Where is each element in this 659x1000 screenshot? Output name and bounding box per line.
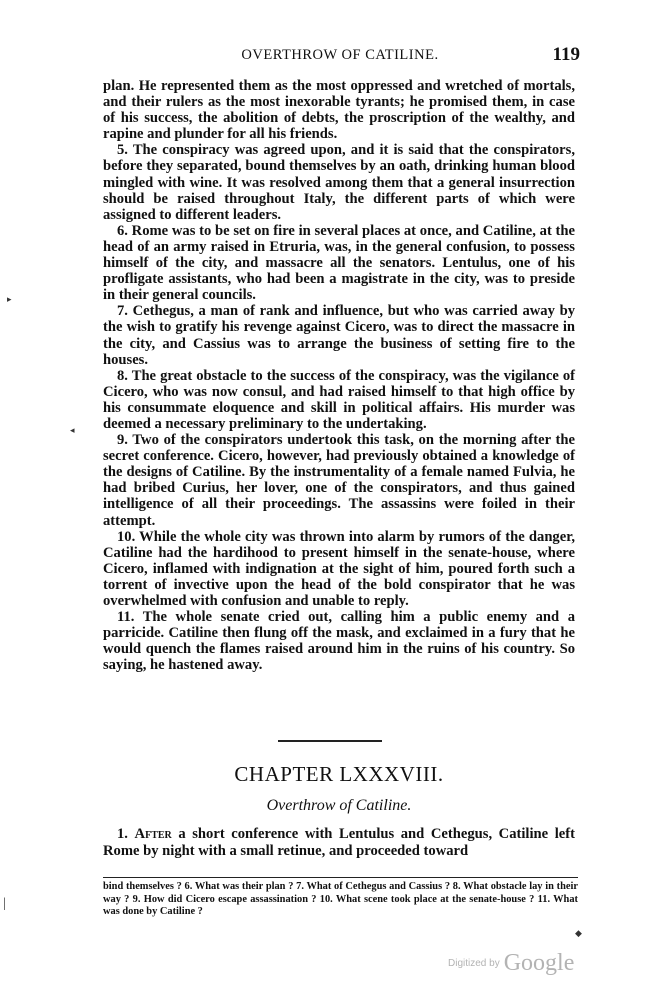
paragraph: 9. Two of the conspirators undertook this task, on the morning after the secret conference. Cicero, however, had previously obtained a knowledge of the designs of Catiline. By the instrumentality of a female named Fulvia, he had bribed Curius, her lover, one of the conspirators, and thus gained intelligence of all their proceedings. The assassins were foiled in their attempt.	[103, 432, 575, 529]
paragraph: plan. He represented them as the most oppressed and wretched of mortals, and their rulers as the most inexorable tyrants; he promised them, in case of his success, the abolition of debts, the proscription of the wealthy, and rapine and plunder for all his friends.	[103, 78, 575, 143]
section-divider	[278, 740, 382, 742]
chapter-subtitle: Overthrow of Catiline.	[266, 797, 412, 814]
watermark-prefix: Digitized by	[448, 958, 500, 969]
paragraph: 5. The conspiracy was agreed upon, and it is said that the conspirators, before they separated, bound themselves by an oath, drinking human blood mingled with wine. It was resolved among them that a general insurrection should be raised throughout Italy, the different parts of which were assigned to different leaders.	[103, 142, 575, 223]
paragraph-text: a short conference with Lentulus and Cethegus, Catiline left Rome by night with a small retinue, and proceeded toward	[103, 826, 575, 859]
google-logo: Google	[503, 950, 575, 976]
paragraph: 10. While the whole city was thrown into alarm by rumors of the danger, Catiline had the hardihood to present himself in the senate-house, where Cicero, inflamed with indignation at the sight of him, poured forth such a torrent of invective upon the head of the bold conspirator that he was overwhelmed with confusion and unable to reply.	[103, 528, 575, 609]
scan-mark: ◂	[70, 425, 75, 435]
paragraph: 8. The great obstacle to the success of the conspiracy, was the vigilance of Cicero, who was now consul, and had raised himself to that high office by his consummate eloquence and skill in political affairs. His murder was deemed a necessary preliminary to the undertaking.	[103, 367, 575, 432]
main-text	[103, 78, 575, 673]
page-header	[100, 44, 580, 69]
paragraph-number: 1.	[117, 826, 128, 842]
running-title: OVERTHROW OF CATILINE.	[241, 47, 439, 63]
paragraph: 11. The whole senate cried out, calling him a public enemy and a parricide. Catiline then flung off the mask, and exclaimed in a fury that he would quench the flames raised around him in the ruins of his country. So saying, he hastened away.	[103, 609, 575, 674]
first-word: After	[134, 826, 172, 842]
paragraph: 6. Rome was to be set on fire in several places at once, and Catiline, at the head of an army raised in Etruria, was, in the general confusion, to possess himself of the city, and massacre all the senators. Lentulus, one of his profligate assistants, who had been a magistrate in the city, was to preside in their general councils.	[103, 222, 575, 304]
scan-mark: ◆	[575, 928, 582, 938]
page-number: 119	[552, 44, 580, 65]
scan-mark: |	[3, 896, 6, 911]
chapter-text	[103, 826, 575, 860]
paragraph: 7. Cethegus, a man of rank and influence, but who was carried away by the wish to gratify his revenge against Cicero, was to direct the massacre in the city, and Cassius was to arrange the business of setting fire to the houses.	[103, 303, 575, 368]
scan-mark: ▸	[7, 294, 12, 304]
digitized-watermark	[448, 950, 574, 977]
paragraph	[103, 826, 575, 860]
study-questions: bind themselves ? 6. What was their plan ? 7. What of Cethegus and Cassius ? 8. What obstacle lay in their way ? 9. How did Cicero escape assassination ? 10. What scene took place at the senate-house ? 11. What was done by Catiline ?	[103, 881, 578, 917]
chapter-heading: CHAPTER LXXXVIII.	[234, 762, 444, 786]
footnote-divider	[103, 877, 578, 878]
